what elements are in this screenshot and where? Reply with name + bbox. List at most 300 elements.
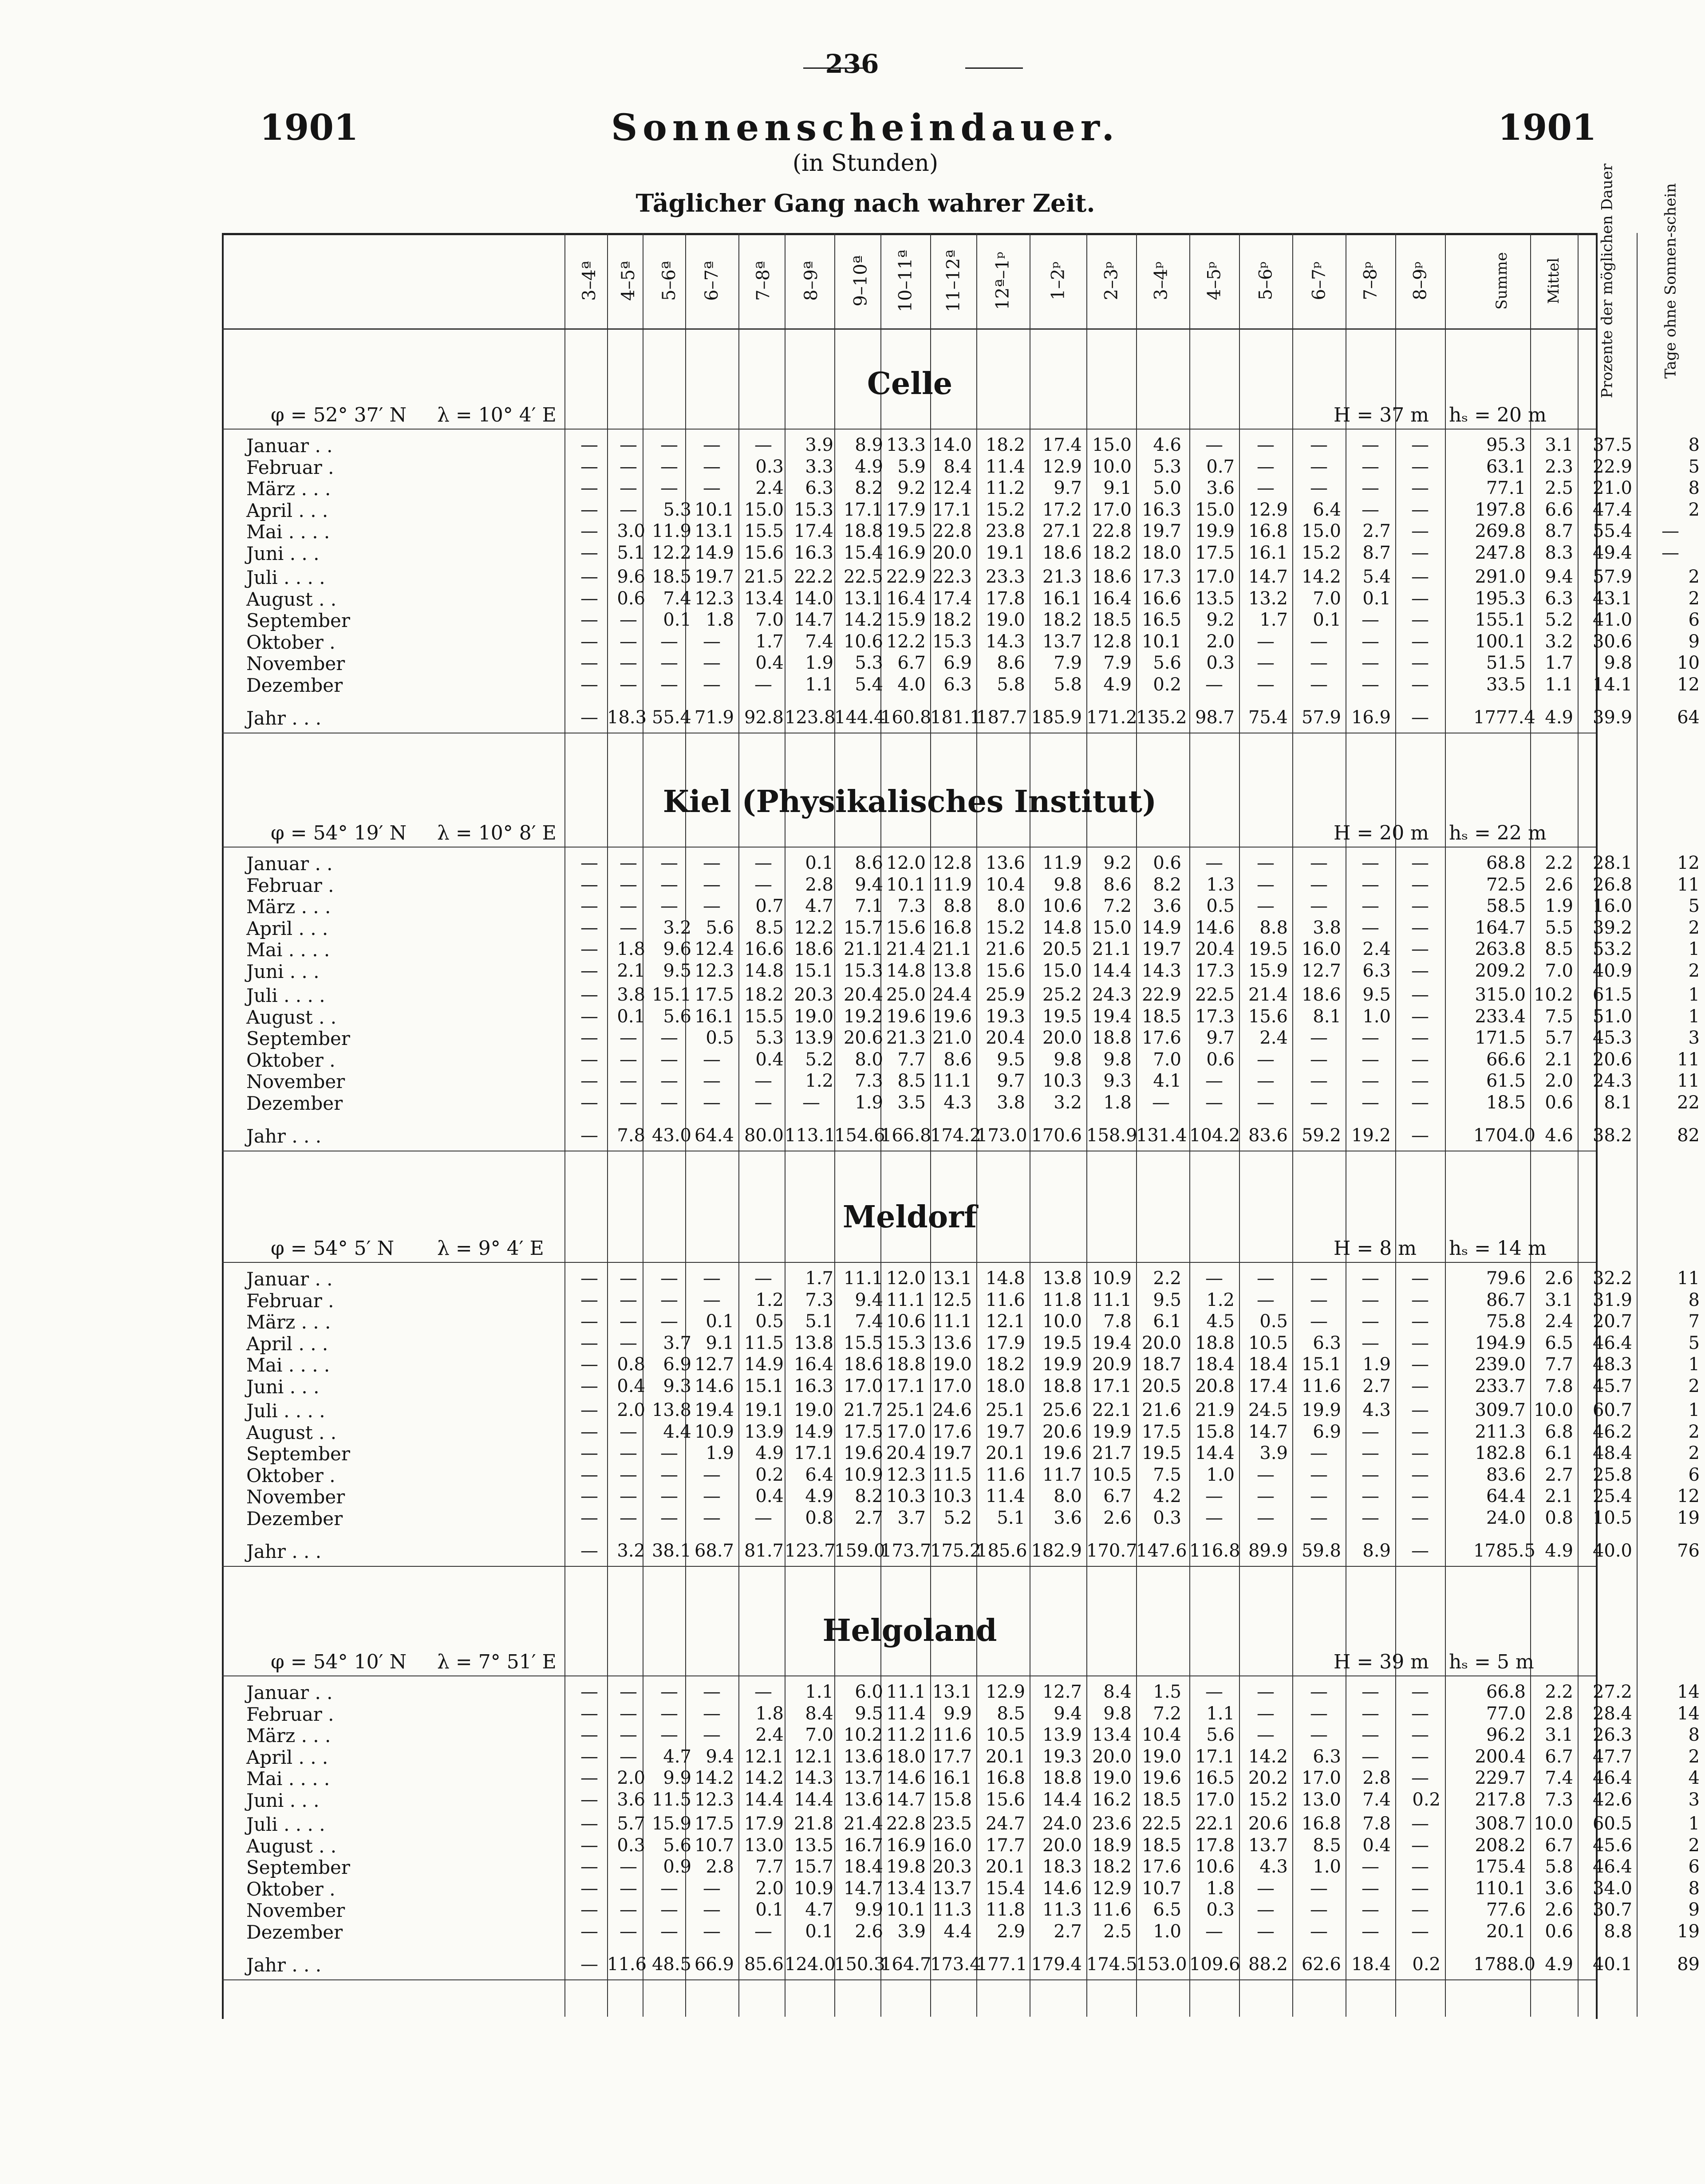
cell: 11 <box>1677 1071 1700 1091</box>
table-row <box>222 457 1700 478</box>
cell: — <box>754 435 772 455</box>
cell: — <box>1310 457 1328 477</box>
cell: 4.9 <box>1545 1954 1573 1975</box>
cell: 25.8 <box>1592 1465 1632 1485</box>
cell: 1.1 <box>1545 674 1573 695</box>
cell: 170.7 <box>1086 1541 1137 1561</box>
cell: 11.9 <box>651 521 691 541</box>
cell: 30.6 <box>1592 631 1632 652</box>
cell: 3.3 <box>805 457 833 477</box>
cell: — <box>1257 853 1275 873</box>
cell: 1.9 <box>1362 1354 1391 1375</box>
cell: 4.6 <box>1545 1125 1573 1146</box>
cell: 77.0 <box>1486 1703 1526 1724</box>
cell: — <box>660 1028 678 1048</box>
cell: 15.3 <box>793 500 833 520</box>
cell: 16.2 <box>1092 1790 1132 1810</box>
cell: 6.7 <box>1545 1835 1573 1856</box>
cell: 72.5 <box>1486 875 1526 895</box>
cell: 46.4 <box>1592 1857 1632 1877</box>
column-header-label: 6–7ᵖ <box>1309 261 1329 300</box>
column-header <box>1189 235 1239 326</box>
cell: 14.8 <box>744 961 784 981</box>
cell: 15.0 <box>744 500 784 520</box>
cell: — <box>580 1006 598 1027</box>
cell: 19.2 <box>1351 1125 1391 1146</box>
cell: 1777.4 <box>1473 707 1535 728</box>
cell: 2 <box>1688 567 1700 587</box>
cell: — <box>754 875 772 895</box>
cell: — <box>1411 1465 1429 1485</box>
cell: 0.6 <box>617 588 645 609</box>
cell: 8 <box>1688 478 1700 498</box>
table-row <box>222 674 1700 696</box>
cell: — <box>580 1835 598 1856</box>
cell: 10.5 <box>1248 1333 1288 1353</box>
cell: — <box>580 1878 598 1899</box>
cell: 170.6 <box>1031 1125 1082 1146</box>
cell: 6.3 <box>1313 1746 1341 1767</box>
cell: 14.4 <box>1092 961 1132 981</box>
cell: 15.9 <box>651 1813 691 1834</box>
column-header-label: 2–3ᵖ <box>1101 261 1121 300</box>
cell: — <box>1411 1746 1429 1767</box>
table-row <box>222 543 1679 564</box>
cell: 12.8 <box>932 853 972 873</box>
cell: 8.8 <box>943 896 972 916</box>
cell: 11.3 <box>1042 1900 1082 1920</box>
cell: 24.3 <box>1592 1071 1632 1091</box>
cell: — <box>1310 1049 1328 1070</box>
cell: 22.9 <box>1141 985 1181 1005</box>
cell: 22.3 <box>932 567 972 587</box>
cell: 15.6 <box>985 961 1025 981</box>
cell: 17.1 <box>843 500 883 520</box>
cell: 17.0 <box>843 1376 883 1396</box>
cell: 2 <box>1688 961 1700 981</box>
cell: 17.5 <box>843 1422 883 1442</box>
row-label: April . . . <box>246 1333 328 1355</box>
cell: 34.0 <box>1592 1878 1632 1899</box>
cell: — <box>620 1071 637 1091</box>
table-row <box>222 853 1700 875</box>
cell: 11.4 <box>985 1486 1025 1506</box>
cell: 20.8 <box>1195 1376 1235 1396</box>
cell: 21.6 <box>1141 1400 1181 1420</box>
cell: 17.3 <box>1141 567 1181 587</box>
cell: — <box>580 1900 598 1920</box>
cell: 14.2 <box>843 610 883 630</box>
cell: — <box>580 674 598 695</box>
cell: 16.8 <box>1248 521 1288 541</box>
cell: — <box>660 457 678 477</box>
cell: 17.9 <box>985 1333 1025 1353</box>
table-row <box>222 1508 1700 1530</box>
cell: 7.0 <box>1153 1049 1181 1070</box>
cell: 1.7 <box>755 631 784 652</box>
cell: — <box>580 939 598 959</box>
row-label: September <box>246 1443 350 1465</box>
cell: 10.9 <box>843 1465 883 1485</box>
cell: 7.0 <box>805 1725 833 1745</box>
cell: — <box>580 1092 598 1113</box>
cell: 10.0 <box>1533 1400 1573 1420</box>
cell: 3.5 <box>897 1092 926 1113</box>
cell: — <box>580 707 598 728</box>
cell: 13.4 <box>744 588 784 609</box>
cell: 16.5 <box>1141 610 1181 630</box>
cell: — <box>1257 1508 1275 1528</box>
cell: — <box>1411 631 1429 652</box>
cell: 1 <box>1688 1354 1700 1375</box>
cell: 6.3 <box>1362 961 1391 981</box>
row-label: September <box>246 1028 350 1049</box>
cell: 150.3 <box>834 1954 885 1975</box>
cell: — <box>620 1333 637 1353</box>
total-row <box>222 1125 1700 1147</box>
cell: 15.1 <box>1301 1354 1341 1375</box>
column-header-label: 4–5ª <box>618 260 639 301</box>
cell: — <box>580 478 598 498</box>
cell: 23.3 <box>985 567 1025 587</box>
cell: 13.5 <box>1195 588 1235 609</box>
row-label: Februar . <box>246 1703 334 1725</box>
cell: 0.1 <box>1313 610 1341 630</box>
cell: 13.7 <box>843 1768 883 1788</box>
cell: 5.7 <box>617 1813 645 1834</box>
cell: 194.9 <box>1475 1333 1526 1353</box>
cell: 98.7 <box>1195 707 1235 728</box>
cell: — <box>703 1092 721 1113</box>
cell: 4.4 <box>943 1921 972 1942</box>
cell: 0.1 <box>805 853 833 873</box>
cell: 15.7 <box>793 1857 833 1877</box>
table-row <box>222 1311 1700 1333</box>
row-label: Oktober . <box>246 1465 335 1486</box>
station-latitude: φ = 54° 19′ N <box>271 822 407 844</box>
cell: — <box>754 1092 772 1113</box>
cell: — <box>1411 521 1429 541</box>
cell: 20.5 <box>1141 1376 1181 1396</box>
cell: 17.9 <box>744 1813 784 1834</box>
cell: 13.5 <box>793 1835 833 1856</box>
cell: 9.4 <box>706 1746 734 1767</box>
cell: 18.8 <box>843 521 883 541</box>
column-header <box>1030 235 1086 326</box>
cell: 263.8 <box>1475 939 1526 959</box>
row-label: Mai . . . . <box>246 1354 330 1376</box>
cell: 13.8 <box>651 1400 691 1420</box>
cell: 21.4 <box>843 1813 883 1834</box>
cell: — <box>1411 457 1429 477</box>
cell: 12.3 <box>694 961 734 981</box>
row-label: April . . . <box>246 918 328 939</box>
cell: 10.5 <box>1092 1465 1132 1485</box>
cell: 7.8 <box>1103 1311 1132 1332</box>
cell: — <box>1411 707 1429 728</box>
column-header-label: 4–5ᵖ <box>1204 261 1224 300</box>
cell: — <box>580 875 598 895</box>
cell: — <box>660 1703 678 1724</box>
row-label: August . . <box>246 588 337 610</box>
cell: 82 <box>1677 1125 1700 1146</box>
cell: — <box>1411 1921 1429 1942</box>
cell: 43.1 <box>1592 588 1632 609</box>
cell: 0.4 <box>755 1486 784 1506</box>
cell: 45.3 <box>1592 1028 1632 1048</box>
cell: 14.1 <box>1592 674 1632 695</box>
cell: 2.1 <box>1545 1486 1573 1506</box>
cell: 19.0 <box>793 1006 833 1027</box>
cell: 19.5 <box>1141 1443 1181 1463</box>
cell: 12.2 <box>651 543 691 563</box>
column-header <box>738 235 788 326</box>
cell: 11 <box>1677 875 1700 895</box>
column-header-label: 5–6ª <box>659 260 679 301</box>
cell: 11.2 <box>985 478 1025 498</box>
cell: 181.1 <box>930 707 981 728</box>
cell: 22.8 <box>932 521 972 541</box>
cell: — <box>1411 875 1429 895</box>
cell: 51.0 <box>1592 1006 1632 1027</box>
cell: 13.6 <box>843 1746 883 1767</box>
cell: — <box>580 1954 598 1975</box>
cell: 0.4 <box>755 653 784 673</box>
cell: 18.0 <box>886 1746 926 1767</box>
cell: 11.5 <box>651 1790 691 1810</box>
cell: 13.6 <box>932 1333 972 1353</box>
cell: 24.0 <box>1042 1813 1082 1834</box>
cell: 13.4 <box>886 1878 926 1899</box>
cell: 19.5 <box>1248 939 1288 959</box>
cell: 20.6 <box>1592 1049 1632 1070</box>
row-label: November <box>246 1071 345 1092</box>
cell: — <box>1362 1486 1379 1506</box>
cell: 16.3 <box>793 543 833 563</box>
cell: 21.0 <box>932 1028 972 1048</box>
column-header-label: 10–11ª <box>895 249 916 312</box>
cell: 1.0 <box>1362 1006 1391 1027</box>
cell: 5 <box>1688 896 1700 916</box>
column-header <box>930 235 976 326</box>
cell: 7.4 <box>855 1311 883 1332</box>
cell: 20.4 <box>985 1028 1025 1048</box>
cell: 197.8 <box>1475 500 1526 520</box>
cell: 38.2 <box>1592 1125 1632 1146</box>
cell: 7.8 <box>617 1125 645 1146</box>
cell: 18.8 <box>886 1354 926 1375</box>
cell: 12.1 <box>744 1746 784 1767</box>
cell: 89.9 <box>1248 1541 1288 1561</box>
cell: 6.4 <box>805 1465 833 1485</box>
cell: 175.2 <box>930 1541 981 1561</box>
cell: — <box>1411 653 1429 673</box>
cell: — <box>754 853 772 873</box>
cell: 160.8 <box>880 707 931 728</box>
cell: 19.7 <box>985 1422 1025 1442</box>
cell: 17.0 <box>932 1376 972 1396</box>
cell: 15.1 <box>793 961 833 981</box>
cell: — <box>620 875 637 895</box>
cell: 2.0 <box>1206 631 1235 652</box>
cell: — <box>660 653 678 673</box>
cell: 20.0 <box>1141 1333 1181 1353</box>
cell: 309.7 <box>1475 1400 1526 1420</box>
cell: — <box>620 1028 637 1048</box>
cell: — <box>580 1768 598 1788</box>
cell: 0.8 <box>617 1354 645 1375</box>
cell: — <box>1362 610 1379 630</box>
cell: 19.6 <box>932 1006 972 1027</box>
cell: 0.6 <box>1206 1049 1235 1070</box>
cell: 25.2 <box>1042 985 1082 1005</box>
cell: 5.4 <box>855 674 883 695</box>
cell: 1.8 <box>1206 1878 1235 1899</box>
cell: — <box>660 1878 678 1899</box>
column-header-label: 7–8ª <box>753 260 774 301</box>
cell: 4.6 <box>1153 435 1181 455</box>
cell: 1.0 <box>1313 1857 1341 1877</box>
cell: 48.4 <box>1592 1443 1632 1463</box>
cell: 59.2 <box>1301 1125 1341 1146</box>
cell: — <box>1257 896 1275 916</box>
cell: — <box>580 521 598 541</box>
cell: 20.7 <box>1592 1311 1632 1332</box>
cell: 7 <box>1688 1311 1700 1332</box>
cell: 62.6 <box>1301 1954 1341 1975</box>
cell: 11.6 <box>932 1725 972 1745</box>
cell: 8.5 <box>997 1703 1025 1724</box>
cell: 5.2 <box>943 1508 972 1528</box>
table-row <box>222 1921 1700 1943</box>
cell: 77.6 <box>1486 1900 1526 1920</box>
cell: 13.1 <box>843 588 883 609</box>
cell: 20.5 <box>1042 939 1082 959</box>
cell: 7.0 <box>755 610 784 630</box>
cell: — <box>1411 1541 1429 1561</box>
cell: — <box>1310 1092 1328 1113</box>
cell: 12.0 <box>886 1268 926 1289</box>
cell: 21.7 <box>1092 1443 1132 1463</box>
cell: — <box>1411 435 1429 455</box>
cell: 247.8 <box>1475 543 1526 563</box>
cell: 20.1 <box>1486 1921 1526 1942</box>
cell: 17.8 <box>1195 1835 1235 1856</box>
cell: 25.0 <box>886 985 926 1005</box>
cell: — <box>1257 435 1275 455</box>
cell: — <box>1411 543 1429 563</box>
cell: 33.5 <box>1486 674 1526 695</box>
cell: 68.8 <box>1486 853 1526 873</box>
cell: 1 <box>1688 1813 1700 1834</box>
cell: 6.3 <box>1545 588 1573 609</box>
table-row <box>222 1813 1700 1835</box>
station-hs: hₛ = 5 m <box>1449 1651 1534 1673</box>
cell: — <box>580 1290 598 1310</box>
cell: — <box>1411 1354 1429 1375</box>
cell: 10.6 <box>843 631 883 652</box>
cell: 15.3 <box>843 961 883 981</box>
cell: 187.7 <box>976 707 1027 728</box>
cell: 19.0 <box>932 1354 972 1375</box>
column-header <box>1395 235 1445 326</box>
table-row <box>222 521 1679 543</box>
cell: — <box>1411 1028 1429 1048</box>
cell: 0.5 <box>755 1311 784 1332</box>
cell: 1.2 <box>1206 1290 1235 1310</box>
cell: 3.0 <box>617 521 645 541</box>
cell: 179.4 <box>1031 1954 1082 1975</box>
cell: — <box>1310 1465 1328 1485</box>
station-height: H = 20 m <box>1334 822 1429 844</box>
cell: 144.4 <box>834 707 885 728</box>
year-left: 1901 <box>260 106 359 148</box>
cell: 4.9 <box>855 457 883 477</box>
cell: — <box>1310 674 1328 695</box>
cell: 9.7 <box>997 1071 1025 1091</box>
cell: 1.2 <box>755 1290 784 1310</box>
cell: 20.3 <box>932 1857 972 1877</box>
cell: 11.8 <box>1042 1290 1082 1310</box>
cell: — <box>620 1725 637 1745</box>
cell: 4.1 <box>1153 1071 1181 1091</box>
cell: 2.0 <box>617 1768 645 1788</box>
cell: 4.7 <box>805 1900 833 1920</box>
cell: — <box>1411 985 1429 1005</box>
cell: 2.6 <box>855 1921 883 1942</box>
row-label: Juli . . . . <box>246 985 325 1006</box>
cell: 15.6 <box>1248 1006 1288 1027</box>
cell: 4.3 <box>1259 1857 1288 1877</box>
cell: 15.1 <box>651 985 691 1005</box>
cell: 16.0 <box>932 1835 972 1856</box>
cell: 14.7 <box>843 1878 883 1899</box>
cell: 30.7 <box>1592 1900 1632 1920</box>
cell: 2 <box>1688 588 1700 609</box>
cell: — <box>1411 1508 1429 1528</box>
cell: 1.3 <box>1206 875 1235 895</box>
cell: — <box>620 653 637 673</box>
cell: 60.5 <box>1592 1813 1632 1834</box>
cell: — <box>1411 1290 1429 1310</box>
cell: 8.1 <box>1313 1006 1341 1027</box>
cell: 24.0 <box>1486 1508 1526 1528</box>
cell: 21.8 <box>793 1813 833 1834</box>
cell: — <box>620 853 637 873</box>
cell: — <box>1411 1703 1429 1724</box>
cell: 5.5 <box>1545 918 1573 938</box>
cell: 21.4 <box>886 939 926 959</box>
cell: — <box>802 1092 820 1113</box>
cell: 10.6 <box>1195 1857 1235 1877</box>
cell: 18.0 <box>985 1376 1025 1396</box>
cell: 0.1 <box>805 1921 833 1942</box>
cell: 10.1 <box>886 1900 926 1920</box>
cell: — <box>1310 875 1328 895</box>
cell: 0.4 <box>617 1376 645 1396</box>
cell: 164.7 <box>880 1954 931 1975</box>
table-row <box>222 653 1700 674</box>
column-header-label: 12ª–1ᵖ <box>993 251 1014 310</box>
cell: 15.5 <box>744 521 784 541</box>
cell: 18.3 <box>1042 1857 1082 1877</box>
cell: 217.8 <box>1475 1790 1526 1810</box>
cell: 11.1 <box>886 1290 926 1310</box>
cell: 10.0 <box>1533 1813 1573 1834</box>
column-header <box>1136 235 1186 326</box>
cell: 58.5 <box>1486 896 1526 916</box>
column-header <box>880 235 930 326</box>
